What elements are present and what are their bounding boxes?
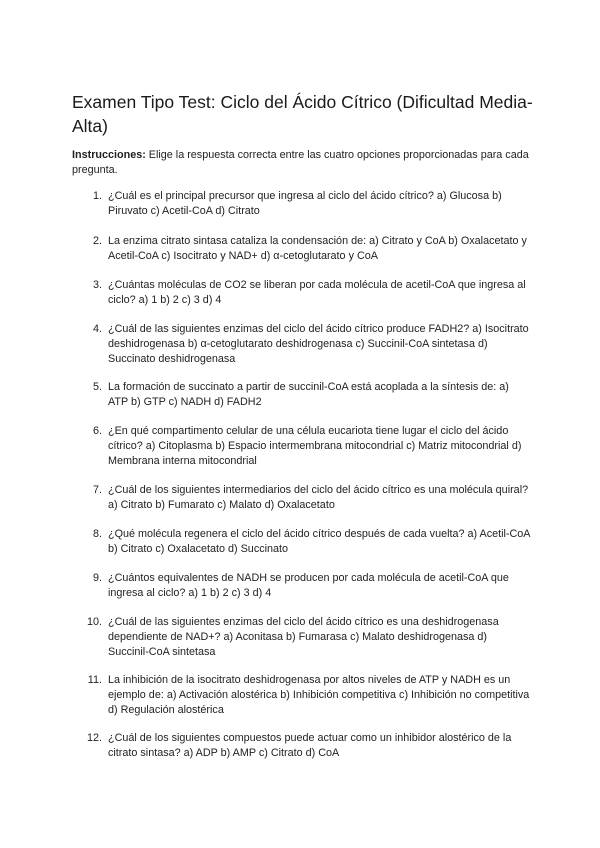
instructions-paragraph — [72, 148, 532, 178]
question-number: 6. — [92, 425, 102, 437]
question-text: La enzima citrato sintasa cataliza la condensación de: a) Citrato y CoA b) Oxalacetato y Acetil-CoA c) Isocitrato y NAD+ d) α-cetoglutarato y CoA — [108, 235, 527, 262]
question-number: 3. — [92, 279, 102, 291]
instructions-text: Elige la respuesta correcta entre las cuatro opciones proporcionadas para cada pregunta. — [72, 149, 529, 176]
question-text: ¿Cuál de los siguientes compuestos puede actuar como un inhibidor alostérico de la citrato sintasa? a) ADP b) AMP c) Citrato d) CoA — [108, 732, 512, 759]
question-text: La formación de succinato a partir de succinil-CoA está acoplada a la síntesis de: a) ATP b) GTP c) NADH d) FADH2 — [108, 381, 509, 408]
question-text: ¿Qué molécula regenera el ciclo del ácido cítrico después de cada vuelta? a) Acetil-CoA b) Citrato c) Oxalacetato d) Succinato — [108, 528, 530, 555]
question-number: 4. — [92, 323, 102, 335]
question-number: 10. — [86, 616, 102, 628]
instructions-label: Instrucciones: — [72, 149, 146, 161]
question-text: ¿Cuál de las siguientes enzimas del ciclo del ácido cítrico produce FADH2? a) Isocitrato deshidrogenasa b) α-cetoglutarato deshidrogenasa c) Succinil-CoA sintetasa d) Succinato deshidrogenasa — [108, 323, 529, 365]
question-text: ¿Cuántas moléculas de CO2 se liberan por cada molécula de acetil-CoA que ingresa al ciclo? a) 1 b) 2 c) 3 d) 4 — [108, 279, 526, 306]
question-number: 11. — [87, 674, 102, 686]
question-text: ¿En qué compartimento celular de una célula eucariota tiene lugar el ciclo del ácido cítrico? a) Citoplasma b) Espacio intermembrana mitocondrial c) Matriz mitocondrial d) Membrana interna mitocondrial — [108, 425, 522, 467]
question-number: 9. — [92, 572, 102, 584]
question-number: 7. — [92, 484, 102, 496]
question-text: ¿Cuál es el principal precursor que ingresa al ciclo del ácido cítrico? a) Glucosa b) Piruvato c) Acetil-CoA d) Citrato — [108, 190, 502, 217]
question-text: ¿Cuántos equivalentes de NADH se producen por cada molécula de acetil-CoA que ingresa al ciclo? a) 1 b) 2 c) 3 d) 4 — [108, 572, 509, 599]
question-number: 1. — [92, 190, 102, 202]
question-text: ¿Cuál de las siguientes enzimas del ciclo del ácido cítrico es una deshidrogenasa dependiente de NAD+? a) Aconitasa b) Fumarasa c) Malato deshidrogenasa d) Succinil-CoA sintetasa — [108, 616, 499, 658]
question-text: ¿Cuál de los siguientes intermediarios del ciclo del ácido cítrico es una molécula quiral? a) Citrato b) Fumarato c) Malato d) Oxalacetato — [108, 484, 529, 511]
question-number: 12. — [86, 732, 102, 744]
question-number: 2. — [92, 235, 102, 247]
document-title: Examen Tipo Test: Ciclo del Ácido Cítrico (Dificultad Media-Alta) — [72, 92, 533, 136]
question-text: La inhibición de la isocitrato deshidrogenasa por altos niveles de ATP y NADH es un ejemplo de: a) Activación alostérica b) Inhibición competitiva c) Inhibición no competitiva d) Regulación alostérica — [108, 674, 530, 716]
question-number: 5. — [92, 381, 102, 393]
question-number: 8. — [92, 528, 102, 540]
